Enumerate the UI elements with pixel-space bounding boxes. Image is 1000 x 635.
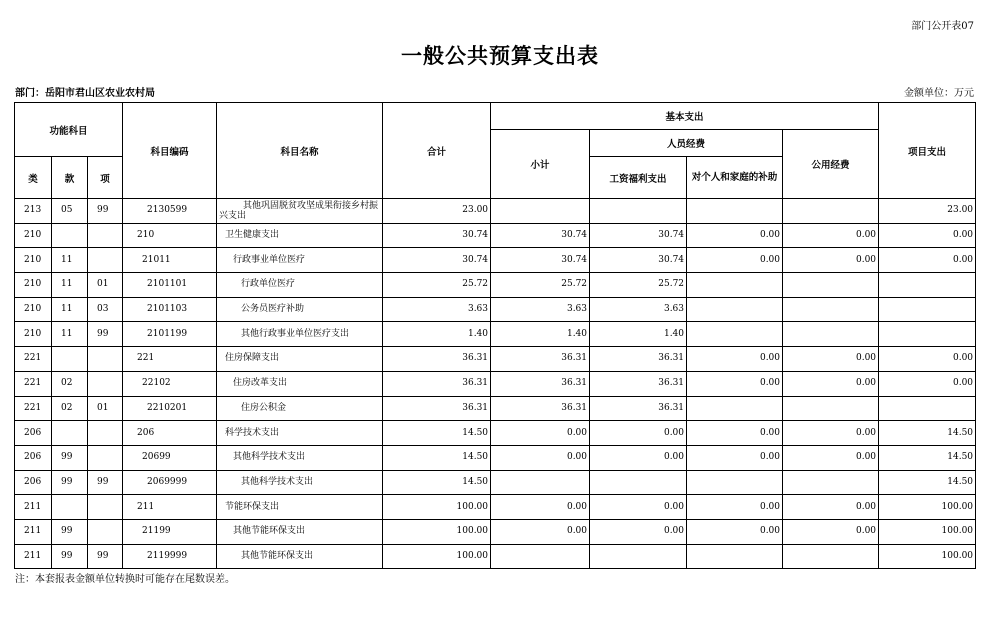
cell-subject-name: 其他巩固脱贫攻坚成果衔接乡村振兴支出 [217,199,383,224]
cell-kuan: 02 [52,396,88,421]
cell-kuan [52,223,88,248]
cell-subject-name: 卫生健康支出 [217,223,383,248]
cell-subtotal: 0.00 [491,421,590,446]
table-row [15,273,976,298]
cell-xiang: 99 [88,544,123,569]
cell-kuan: 02 [52,371,88,396]
table-row [15,421,976,446]
cell-kuan [52,347,88,372]
cell-lei: 210 [15,322,52,347]
cell-subtotal: 0.00 [491,519,590,544]
cell-project: 100.00 [879,544,976,569]
cell-subtotal [491,544,590,569]
cell-public [783,297,879,322]
cell-subsidy: 0.00 [687,347,783,372]
cell-subject-code: 2101101 [123,273,217,298]
cell-lei: 221 [15,347,52,372]
header-wages: 工资福利支出 [590,157,687,199]
cell-total: 100.00 [383,519,491,544]
cell-subtotal: 25.72 [491,273,590,298]
header-lei: 类 [15,157,52,199]
header-kuan: 款 [52,157,88,199]
department-label: 部门：岳阳市君山区农业农村局 [15,88,155,99]
cell-subject-code: 2069999 [123,470,217,495]
cell-xiang [88,421,123,446]
cell-subtotal: 0.00 [491,495,590,520]
table-row [15,297,976,322]
cell-subsidy: 0.00 [687,519,783,544]
cell-subsidy [687,322,783,347]
cell-subsidy: 0.00 [687,421,783,446]
cell-xiang [88,248,123,273]
cell-subject-code: 2101103 [123,297,217,322]
cell-public: 0.00 [783,371,879,396]
cell-subject-name: 其他行政事业单位医疗支出 [217,322,383,347]
cell-total: 30.74 [383,248,491,273]
header-public: 公用经费 [783,130,879,199]
cell-total: 14.50 [383,445,491,470]
cell-subject-code: 221 [123,347,217,372]
cell-project: 14.50 [879,445,976,470]
cell-wages: 36.31 [590,371,687,396]
cell-xiang [88,223,123,248]
cell-subsidy [687,396,783,421]
header-subtotal: 小计 [491,130,590,199]
cell-subject-name: 其他节能环保支出 [217,519,383,544]
cell-xiang: 01 [88,396,123,421]
cell-subtotal: 36.31 [491,396,590,421]
cell-subject-name: 公务员医疗补助 [217,297,383,322]
cell-kuan [52,495,88,520]
cell-subject-code: 2210201 [123,396,217,421]
cell-kuan: 11 [52,248,88,273]
cell-lei: 206 [15,470,52,495]
cell-subsidy [687,297,783,322]
cell-xiang: 99 [88,199,123,224]
cell-subsidy: 0.00 [687,248,783,273]
header-xiang: 项 [88,157,123,199]
budget-table [14,102,976,569]
cell-subject-code: 21011 [123,248,217,273]
table-row [15,470,976,495]
cell-xiang [88,495,123,520]
header-personnel: 人员经费 [590,130,783,157]
cell-subtotal: 1.40 [491,322,590,347]
cell-subject-name: 行政单位医疗 [217,273,383,298]
cell-public [783,396,879,421]
cell-subject-code: 211 [123,495,217,520]
cell-lei: 210 [15,297,52,322]
cell-lei: 213 [15,199,52,224]
cell-wages: 0.00 [590,445,687,470]
cell-subtotal: 36.31 [491,371,590,396]
cell-subsidy: 0.00 [687,371,783,396]
header-total: 合计 [383,103,491,199]
cell-xiang: 99 [88,470,123,495]
cell-total: 3.63 [383,297,491,322]
cell-lei: 221 [15,396,52,421]
cell-project: 14.50 [879,421,976,446]
cell-subject-code: 210 [123,223,217,248]
cell-subject-code: 22102 [123,371,217,396]
header-subject-code: 科目编码 [123,103,217,199]
cell-wages: 25.72 [590,273,687,298]
cell-lei: 206 [15,445,52,470]
cell-lei: 210 [15,248,52,273]
cell-subject-code: 2119999 [123,544,217,569]
cell-public: 0.00 [783,519,879,544]
cell-total: 25.72 [383,273,491,298]
cell-total: 1.40 [383,322,491,347]
header-subsidy: 对个人和家庭的补助 [687,157,783,199]
cell-subject-name: 行政事业单位医疗 [217,248,383,273]
cell-project [879,273,976,298]
cell-public: 0.00 [783,495,879,520]
cell-subject-code: 20699 [123,445,217,470]
cell-project: 23.00 [879,199,976,224]
header-project: 项目支出 [879,103,976,199]
cell-subtotal: 3.63 [491,297,590,322]
cell-subject-name: 其他科学技术支出 [217,470,383,495]
cell-kuan: 11 [52,297,88,322]
cell-kuan: 99 [52,470,88,495]
cell-subtotal [491,470,590,495]
cell-project [879,396,976,421]
footnote: 注：本套报表金额单位转换时可能存在尾数误差。 [15,574,235,585]
cell-kuan: 99 [52,445,88,470]
table-row [15,199,976,224]
cell-total: 36.31 [383,371,491,396]
cell-xiang: 03 [88,297,123,322]
form-number: 部门公开表07 [911,21,974,32]
cell-subsidy: 0.00 [687,495,783,520]
cell-total: 30.74 [383,223,491,248]
cell-subject-name: 科学技术支出 [217,421,383,446]
cell-public: 0.00 [783,223,879,248]
table-row [15,223,976,248]
header-subject-name: 科目名称 [217,103,383,199]
cell-public: 0.00 [783,248,879,273]
cell-project: 100.00 [879,495,976,520]
table-row [15,445,976,470]
cell-project: 0.00 [879,223,976,248]
cell-subtotal: 36.31 [491,347,590,372]
cell-subsidy: 0.00 [687,223,783,248]
cell-kuan: 05 [52,199,88,224]
table-row [15,248,976,273]
cell-subtotal: 30.74 [491,223,590,248]
cell-public [783,544,879,569]
table-row [15,322,976,347]
cell-subject-name: 其他科学技术支出 [217,445,383,470]
cell-xiang [88,371,123,396]
cell-xiang: 99 [88,322,123,347]
cell-public: 0.00 [783,347,879,372]
unit-label: 金额单位：万元 [904,88,974,99]
cell-project: 100.00 [879,519,976,544]
cell-subsidy [687,199,783,224]
cell-subtotal [491,199,590,224]
cell-xiang [88,347,123,372]
cell-wages: 1.40 [590,322,687,347]
table-row [15,396,976,421]
cell-project [879,297,976,322]
table-row [15,544,976,569]
cell-kuan: 11 [52,322,88,347]
cell-subject-name: 住房保障支出 [217,347,383,372]
cell-kuan [52,421,88,446]
table-header [15,103,976,199]
cell-public: 0.00 [783,445,879,470]
cell-lei: 211 [15,519,52,544]
cell-subtotal: 0.00 [491,445,590,470]
table-row [15,371,976,396]
cell-kuan: 99 [52,544,88,569]
cell-xiang [88,519,123,544]
cell-wages: 0.00 [590,495,687,520]
cell-project: 14.50 [879,470,976,495]
cell-total: 23.00 [383,199,491,224]
cell-subsidy: 0.00 [687,445,783,470]
cell-project: 0.00 [879,248,976,273]
cell-lei: 211 [15,544,52,569]
cell-public [783,322,879,347]
cell-lei: 210 [15,223,52,248]
cell-subject-name: 住房公积金 [217,396,383,421]
cell-kuan: 11 [52,273,88,298]
table-row [15,347,976,372]
cell-total: 14.50 [383,421,491,446]
cell-wages [590,470,687,495]
cell-project: 0.00 [879,347,976,372]
cell-wages: 30.74 [590,248,687,273]
cell-wages: 0.00 [590,421,687,446]
cell-kuan: 99 [52,519,88,544]
cell-subject-code: 21199 [123,519,217,544]
page-title: 一般公共预算支出表 [401,44,599,68]
cell-public [783,470,879,495]
cell-subsidy [687,470,783,495]
cell-public [783,199,879,224]
cell-wages: 0.00 [590,519,687,544]
cell-wages [590,199,687,224]
cell-subsidy [687,544,783,569]
cell-subject-name: 住房改革支出 [217,371,383,396]
cell-public: 0.00 [783,421,879,446]
cell-subject-code: 2101199 [123,322,217,347]
cell-lei: 210 [15,273,52,298]
cell-xiang: 01 [88,273,123,298]
header-function-subject: 功能科目 [15,103,123,157]
cell-wages: 3.63 [590,297,687,322]
cell-total: 14.50 [383,470,491,495]
cell-lei: 221 [15,371,52,396]
cell-wages: 36.31 [590,347,687,372]
cell-lei: 211 [15,495,52,520]
cell-wages [590,544,687,569]
cell-xiang [88,445,123,470]
cell-subject-name: 节能环保支出 [217,495,383,520]
cell-total: 100.00 [383,544,491,569]
cell-public [783,273,879,298]
table-row [15,519,976,544]
cell-subject-name: 其他节能环保支出 [217,544,383,569]
cell-total: 36.31 [383,347,491,372]
cell-wages: 30.74 [590,223,687,248]
table-row [15,495,976,520]
cell-project: 0.00 [879,371,976,396]
cell-subject-code: 2130599 [123,199,217,224]
header-basic-expenditure: 基本支出 [491,103,879,130]
cell-lei: 206 [15,421,52,446]
cell-total: 36.31 [383,396,491,421]
cell-subtotal: 30.74 [491,248,590,273]
cell-wages: 36.31 [590,396,687,421]
cell-project [879,322,976,347]
cell-subject-code: 206 [123,421,217,446]
cell-subsidy [687,273,783,298]
cell-total: 100.00 [383,495,491,520]
table-body [15,199,976,569]
